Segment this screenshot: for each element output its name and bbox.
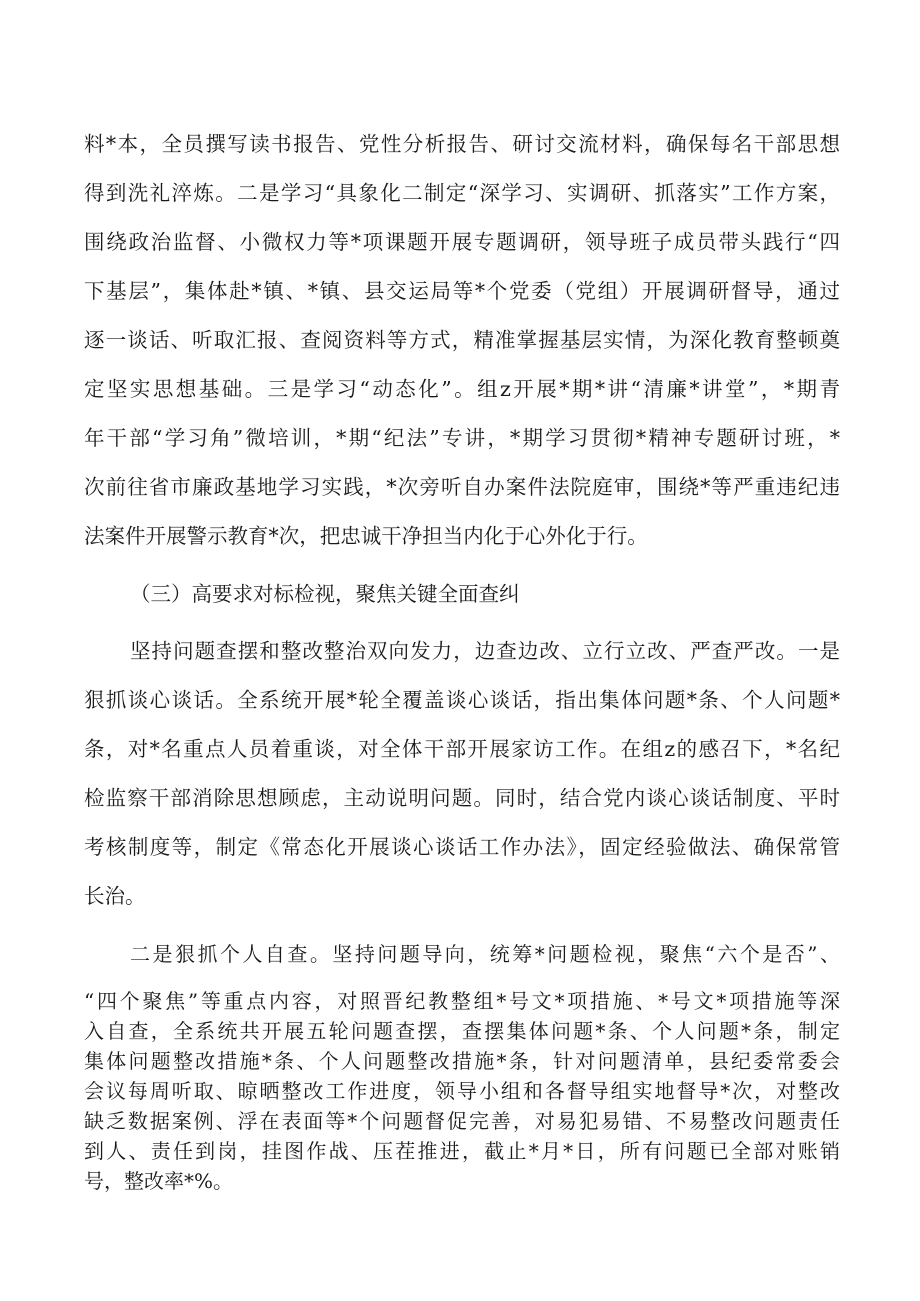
text-line: 考核制度等，制定《常态化开展谈心谈话工作办法》，固定经验做法、确保常管 [84,835,840,859]
text-line: 定坚实思想基础。三是学习“动态化”。组z开展*期*讲“清廉*讲堂”，*期青 [84,377,840,401]
text-line: 缺乏数据案例、浮在表面等*个问题督促完善，对易犯易错、不易整改问题责任 [84,1109,840,1133]
text-line: 会议每周听取、晾晒整改工作进度，领导小组和各督导组实地督导*次，对整改 [84,1079,840,1103]
text-line: 狠抓谈心谈话。全系统开展*轮全覆盖谈心谈话，指出集体问题*条、个人问题* [84,688,840,712]
text-line: 检监察干部消除思想顾虑，主动说明问题。同时，结合党内谈心谈话制度、平时 [84,786,840,810]
text-line: 法案件开展警示教育*次，把忠诚干净担当内化于心外化于行。 [84,524,648,548]
text-line: 下基层”，集体赴*镇、*镇、县交运局等*个党委（党组）开展调研督导，通过 [84,279,840,303]
text-line: 料*本，全员撰写读书报告、党性分析报告、研讨交流材料，确保每名干部思想 [84,132,840,156]
text-line: 号，整改率*%。 [84,1169,234,1193]
text-line: 入自查，全系统共开展五轮问题查摆，查摆集体问题*条、个人问题*条，制定 [84,1019,840,1043]
text-line: 坚持问题查摆和整改整治双向发力，边查边改、立行立改、严查严改。一是 [130,639,840,663]
text-line: 条，对*名重点人员着重谈，对全体干部开展家访工作。在组z的感召下，*名纪 [84,737,840,761]
section-heading: （三）高要求对标检视，聚焦关键全面查纠 [130,582,520,606]
text-line: 长治。 [84,884,146,908]
text-line: 次前往省市廉政基地学习实践，*次旁听自办案件法院庭审，围绕*等严重违纪违 [84,475,840,499]
text-line: 得到洗礼淬炼。二是学习“具象化二制定“深学习、实调研、抓落实”工作方案， [84,181,840,205]
text-line: 到人、责任到岗，挂图作战、压茬推进，截止*月*日，所有问题已全部对账销 [84,1139,840,1163]
text-line: “四个聚焦”等重点内容，对照晋纪教整组*号文*项措施、*号文*项措施等深 [84,989,840,1013]
text-line: 集体问题整改措施*条、个人问题整改措施*条，针对问题清单，县纪委常委会 [84,1049,840,1073]
text-line: 二是狠抓个人自查。坚持问题导向，统筹*问题检视，聚焦“六个是否”、 [130,942,840,966]
text-line: 围绕政治监督、小微权力等*项课题开展专题调研，领导班子成员带头践行“四 [84,230,840,254]
text-line: 逐一谈话、听取汇报、查阅资料等方式，精准掌握基层实情，为深化教育整顿奠 [84,328,840,352]
text-line: 年干部“学习角”微培训，*期“纪法”专讲，*期学习贯彻*精神专题研讨班，* [84,426,840,450]
